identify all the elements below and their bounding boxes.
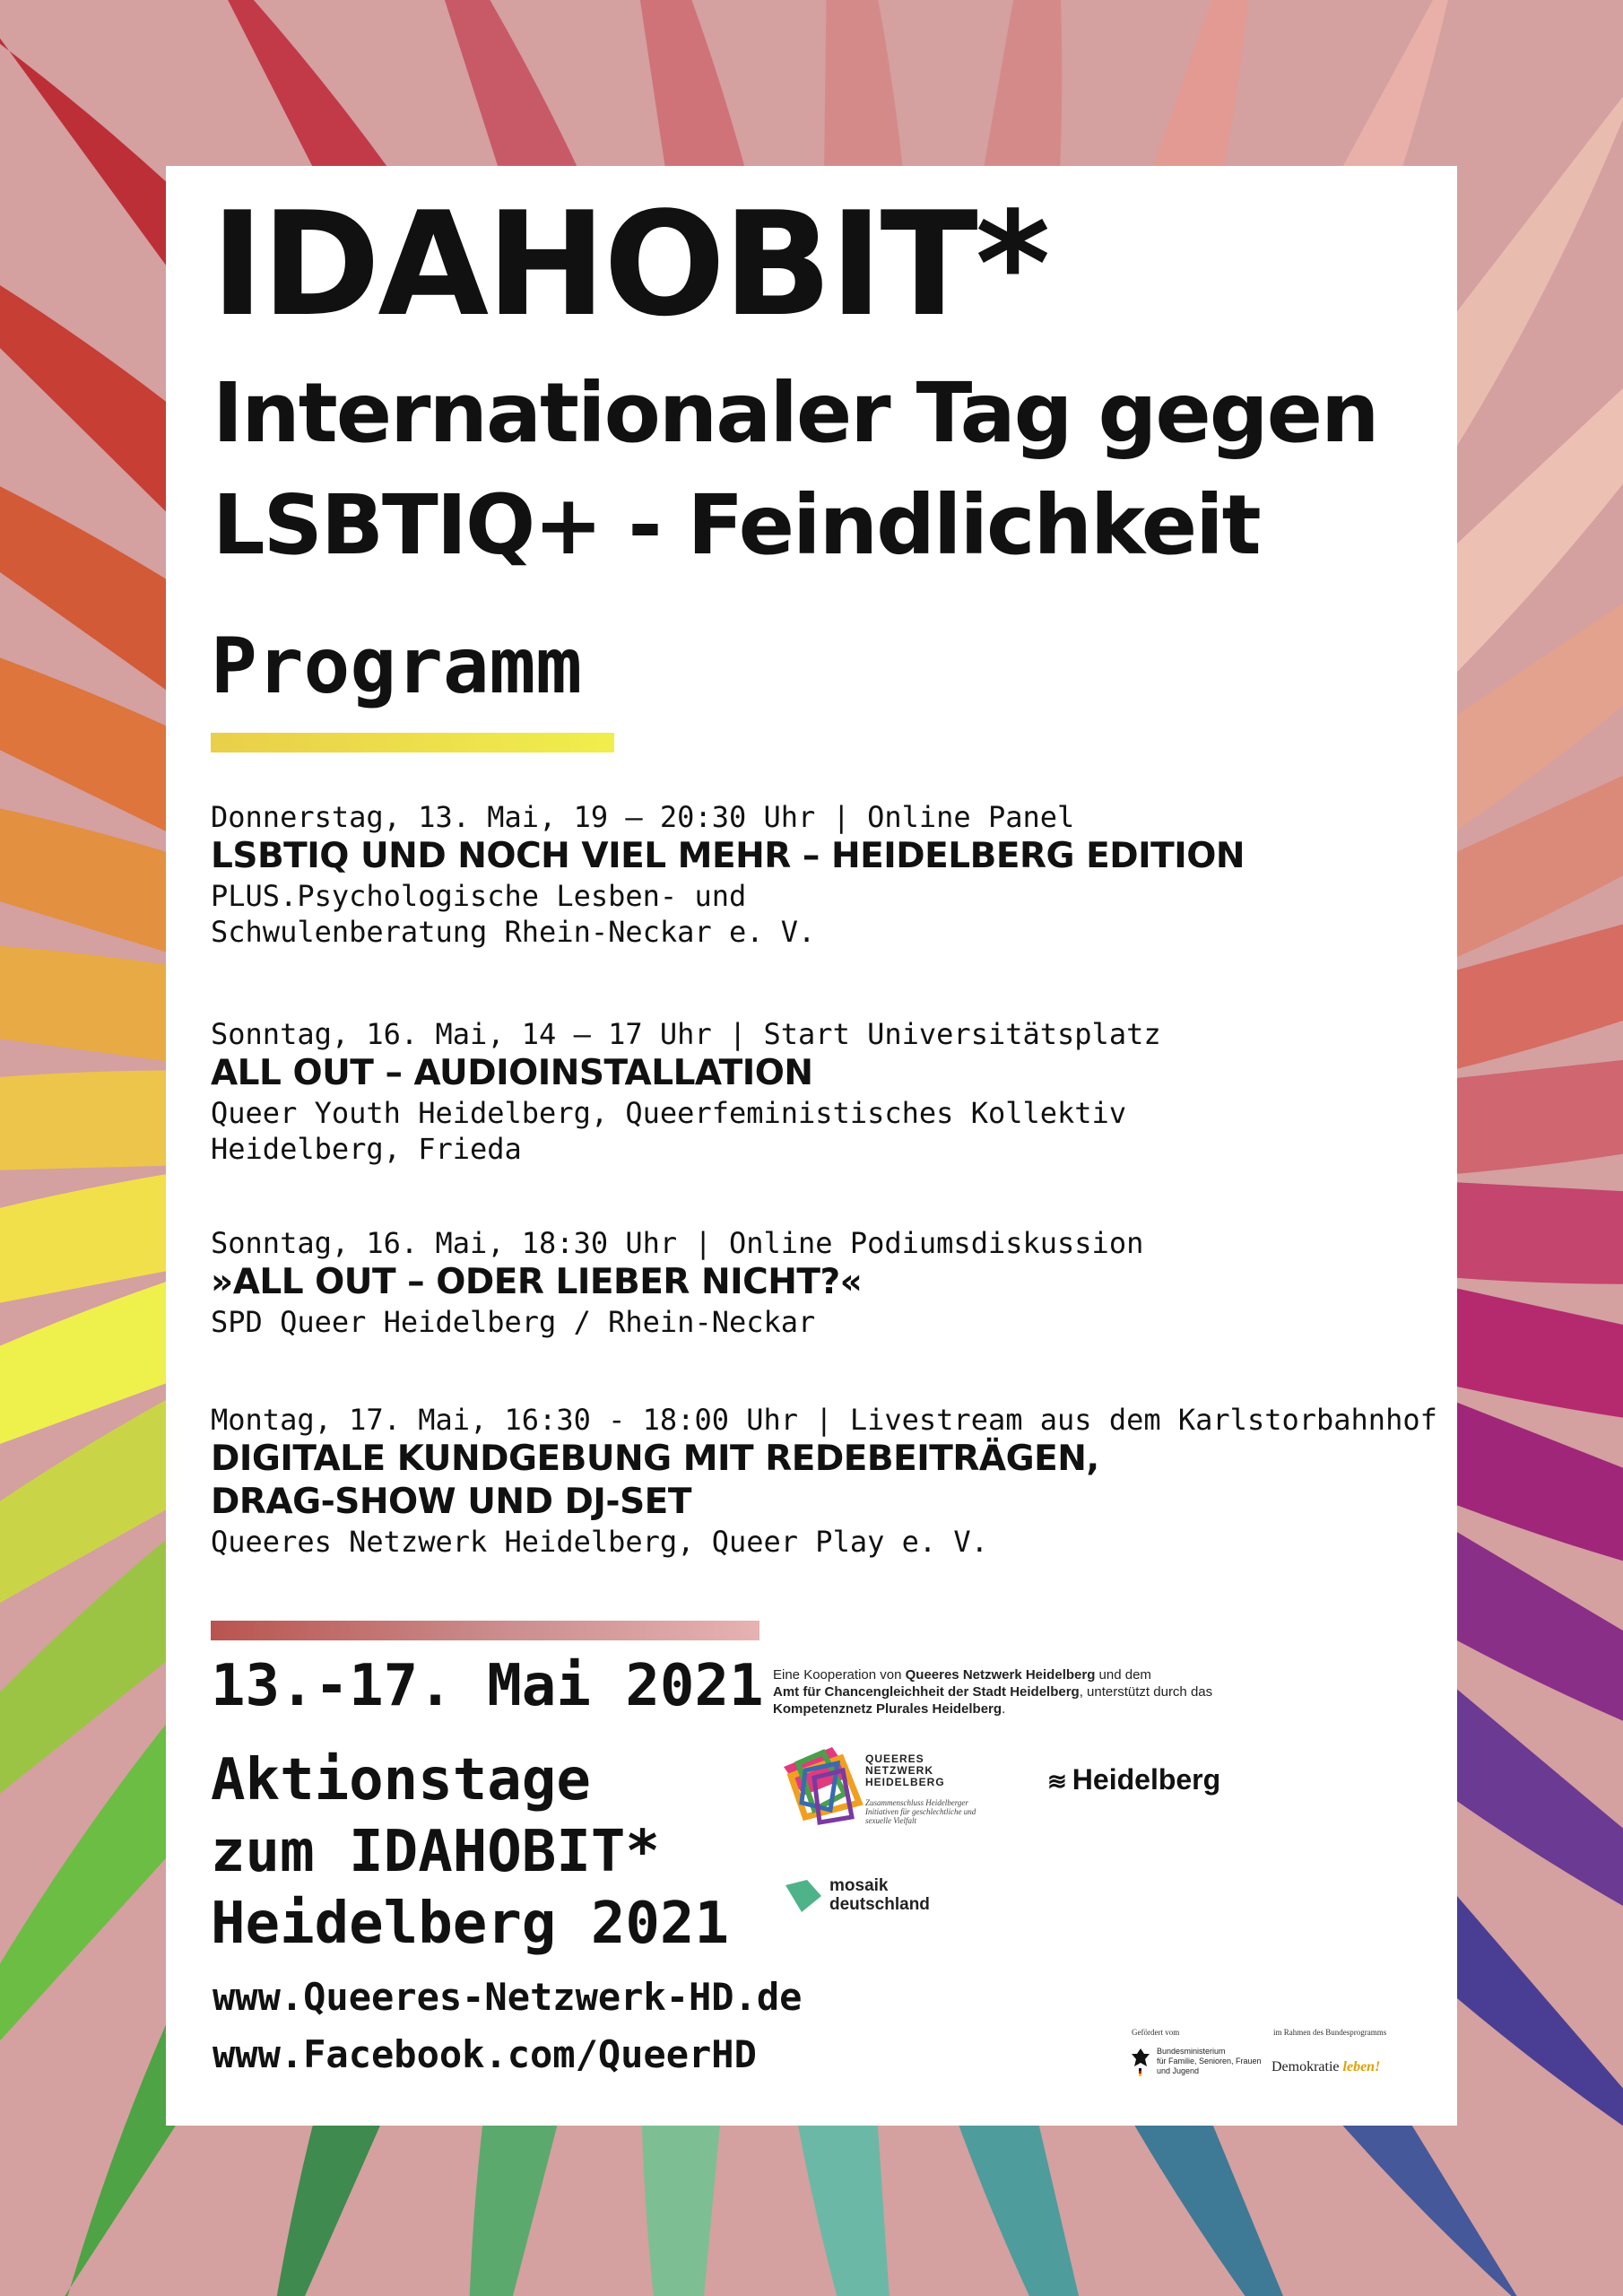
web-links [213,1969,802,2083]
event-meta: Sonntag, 16. Mai, 14 – 17 Uhr | Start Universitätsplatz [211,1017,1161,1051]
queeres-netzwerk-tagline: Zusammenschluss Heidelberger Initiativen für geschlechtliche und sexuelle Vielfalt [865,1798,976,1825]
qn-line3: HEIDELBERG [865,1776,945,1788]
website-link[interactable]: www.Queeres-Netzwerk-HD.de [213,1975,803,2019]
coop-mid: und dem [1095,1667,1151,1683]
coop-org-kompetenznetz: Kompetenznetz Plurales Heidelberg [773,1701,1002,1717]
mosaik-deutschland-wordmark [829,1876,930,1914]
coop-org-queeres-netzwerk: Queeres Netzwerk Heidelberg [905,1667,1096,1683]
aktion-line2: zum IDAHOBIT* [211,1819,660,1885]
event-item [211,799,1430,950]
poster-subtitle-line2: LSBTIQ+ - Feindlichkeit [213,477,1260,573]
event-organizer: Queer Youth Heidelberg, Queerfeministisches Kollektiv Heidelberg, Frieda [211,1096,1127,1166]
program-label: im Rahmen des Bundesprogramms [1273,2028,1387,2037]
ministry-logo-text: Bundesministerium für Familie, Senioren, Frauen und Jugend [1157,2047,1262,2075]
poster-title: IDAHOBIT* [211,180,1048,348]
mosaik-logo-icon [785,1880,821,1912]
event-item [211,1402,1437,1560]
facebook-link[interactable]: www.Facebook.com/QueerHD [213,2032,757,2076]
cooperation-note [773,1666,1239,1718]
coop-prefix: Eine Kooperation von [773,1667,906,1683]
event-title: ALL OUT – AUDIOINSTALLATION [211,1053,813,1093]
yellow-accent-bar [211,733,614,752]
event-item [211,1016,1430,1167]
event-meta: Montag, 17. Mai, 16:30 - 18:00 Uhr | Livestream aus dem Karlstorbahnhof [211,1403,1437,1437]
leben-label: leben! [1342,2059,1381,2074]
event-dates: 13.-17. Mai 2021 [211,1653,764,1719]
heidelberg-mark-icon: ≋ [1047,1768,1067,1795]
federal-eagle-icon [1130,2047,1151,2077]
event-organizer: SPD Queer Heidelberg / Rhein-Neckar [211,1305,816,1339]
queeres-netzwerk-wordmark [865,1753,945,1788]
aktion-heading [211,1744,729,1960]
event-title: LSBTIQ UND NOCH VIEL MEHR – HEIDELBERG EDITION [211,836,1245,876]
event-title-line1: DIGITALE KUNDGEBUNG MIT REDEBEITRÄGEN, [211,1439,1099,1479]
coop-org-amt: Amt für Chancengleichheit der Stadt Heidelberg [773,1684,1080,1700]
event-title-line2: DRAG-SHOW UND DJ-SET [211,1482,691,1522]
event-organizer: PLUS.Psychologische Lesben- und Schwulenberatung Rhein-Neckar e. V. [211,879,816,949]
program-heading: Programm [211,622,583,711]
qn-line1: QUEERES [865,1752,924,1765]
mosaik-line2: deutschland [829,1895,930,1914]
aktion-line3: Heidelberg 2021 [211,1891,729,1957]
coop-mid2: , unterstützt durch das [1079,1684,1213,1700]
heidelberg-wordmark: Heidelberg [1072,1763,1221,1796]
mosaik-line1: mosaik [829,1876,889,1895]
funded-by-label: Gefördert vom [1132,2028,1180,2037]
event-meta: Donnerstag, 13. Mai, 19 – 20:30 Uhr | Online Panel [211,800,1075,834]
event-organizer: Queeres Netzwerk Heidelberg, Queer Play e. V. [211,1525,988,1559]
event-meta: Sonntag, 16. Mai, 18:30 Uhr | Online Podiumsdiskussion [211,1226,1144,1260]
heidelberg-logo [1047,1763,1220,1796]
event-title: »ALL OUT – ODER LIEBER NICHT?« [211,1262,863,1302]
demokratie-label: Demokratie [1271,2059,1340,2074]
poster-card [166,166,1457,2126]
demokratie-leben-logo [1271,2059,1380,2075]
coop-end: . [1002,1701,1006,1717]
aktion-line1: Aktionstage [211,1747,591,1813]
red-accent-bar [211,1621,759,1640]
qn-line2: NETZWERK [865,1764,933,1777]
poster-subtitle-line1: Internationaler Tag gegen [213,365,1378,461]
event-item [211,1225,1430,1340]
